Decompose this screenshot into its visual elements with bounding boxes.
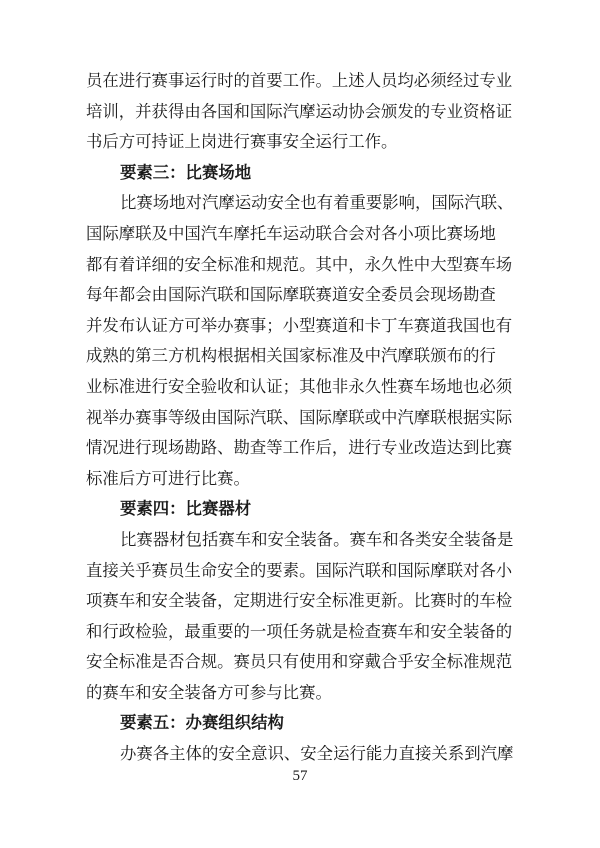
- text-line: 比赛场地对汽摩运动安全也有着重要影响，国际汽联、: [120, 193, 514, 213]
- page-number: 57: [292, 768, 308, 784]
- text-line: 都有着详细的安全标准和规范。其中，永久性中大型赛车场: [86, 254, 513, 274]
- text-line: 每年都会由国际汽联和国际摩联赛道安全委员会现场勘查: [86, 285, 496, 305]
- text-line: 国际摩联及中国汽车摩托车运动联合会对各小项比赛场地: [86, 223, 496, 243]
- text-line: 情况进行现场勘路、勘查等工作后，进行专业改造达到比赛: [86, 438, 513, 458]
- text-line: 的赛车和安全装备方可参与比赛。: [86, 682, 332, 702]
- section-heading: 要素三：比赛场地: [120, 162, 252, 182]
- text-line: 比赛器材包括赛车和安全装备。赛车和各类安全装备是: [120, 529, 514, 549]
- text-line: 视举办赛事等级由国际汽联、国际摩联或中汽摩联根据实际: [86, 407, 513, 427]
- body-text: [86, 66, 520, 770]
- text-line: 直接关乎赛员生命安全的要素。国际汽联和国际摩联对各小: [86, 560, 513, 580]
- section-heading: 要素四：比赛器材: [120, 499, 252, 519]
- text-line: 业标准进行安全验收和认证；其他非永久性赛车场地也必须: [86, 376, 513, 396]
- text-line: 标准后方可进行比赛。: [86, 468, 250, 488]
- text-line: 培训，并获得由各国和国际汽摩运动协会颁发的专业资格证: [86, 101, 513, 121]
- text-line: 书后方可持证上岗进行赛事安全运行工作。: [86, 132, 398, 152]
- text-line: 并发布认证方可举办赛事；小型赛道和卡丁车赛道我国也有: [86, 315, 513, 335]
- text-line: 办赛各主体的安全意识、安全运行能力直接关系到汽摩: [120, 744, 514, 764]
- text-line: 项赛车和安全装备，定期进行安全标准更新。比赛时的车检: [86, 591, 513, 611]
- section-heading: 要素五：办赛组织结构: [120, 713, 284, 733]
- text-line: 和行政检验，最重要的一项任务就是检查赛车和安全装备的: [86, 621, 513, 641]
- text-line: 安全标准是否合规。赛员只有使用和穿戴合乎安全标准规范: [86, 652, 513, 672]
- text-line: 员在进行赛事运行时的首要工作。上述人员均必须经过专业: [86, 71, 513, 90]
- text-line: 成熟的第三方机构根据相关国家标准及中汽摩联颁布的行: [86, 346, 496, 366]
